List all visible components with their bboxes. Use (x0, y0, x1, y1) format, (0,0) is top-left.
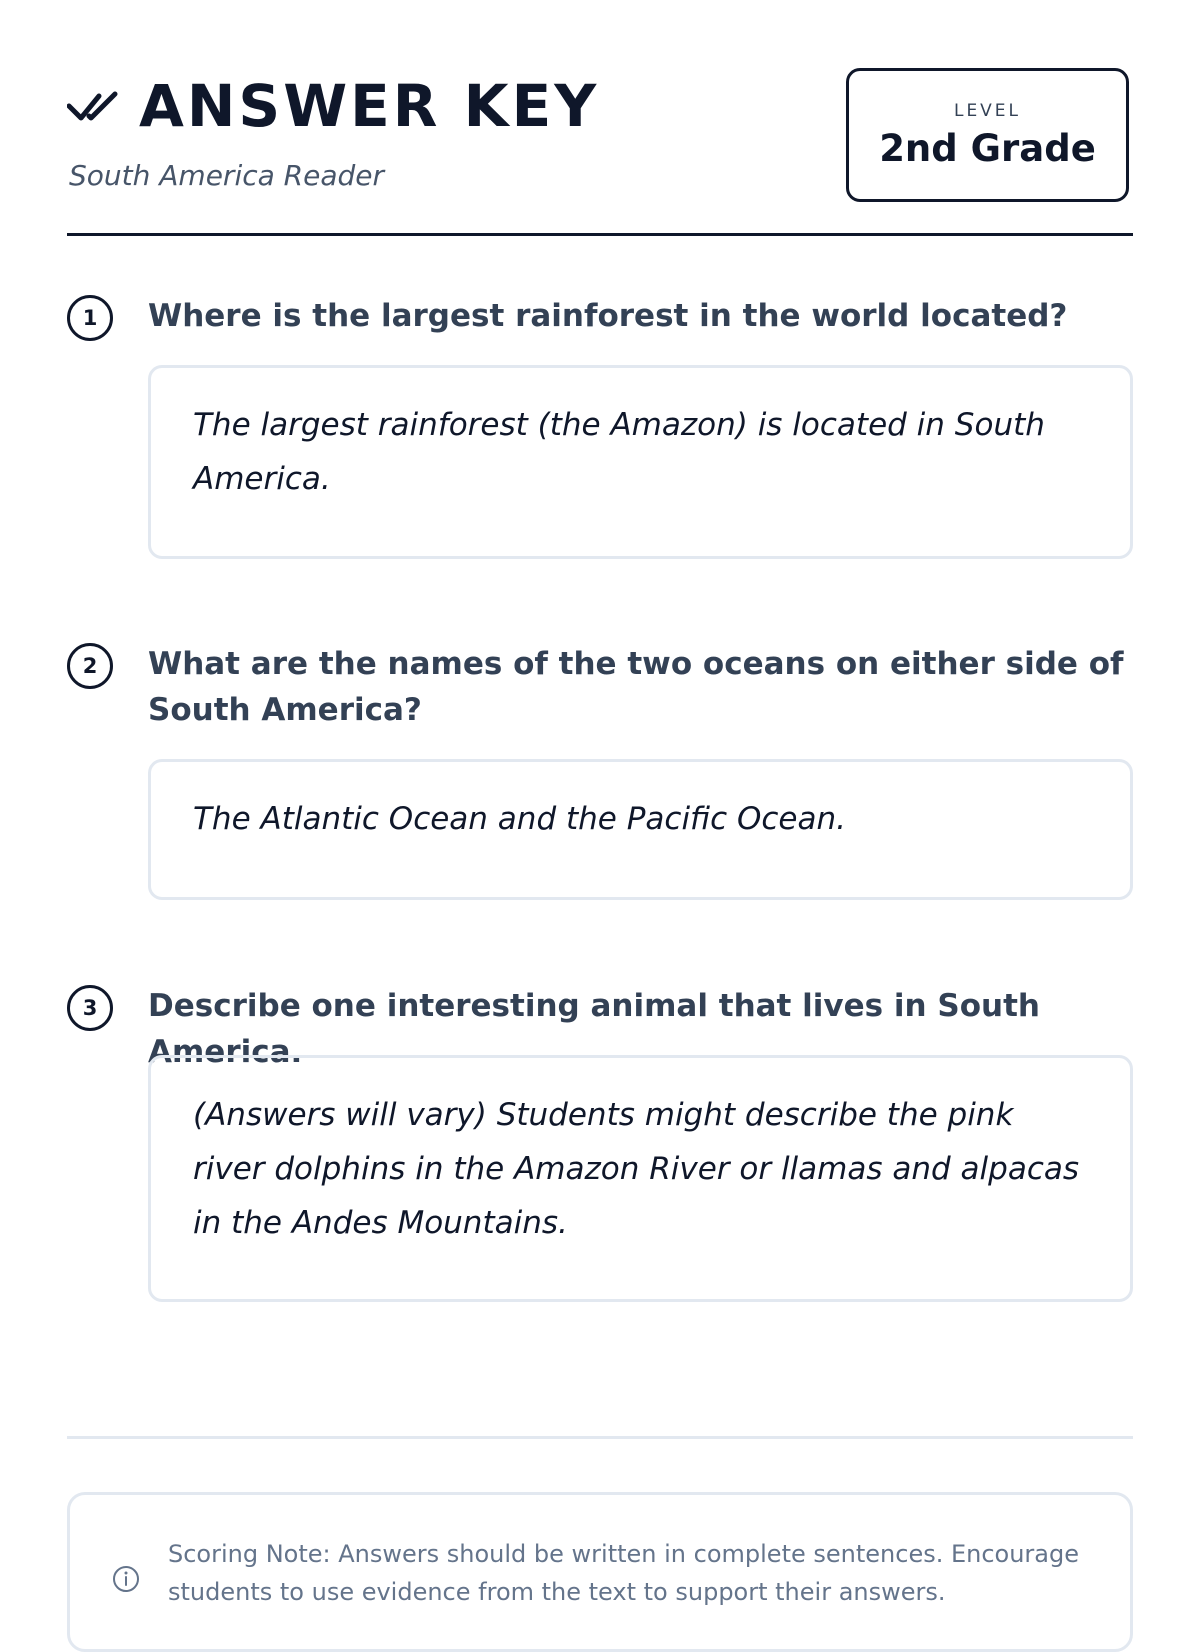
level-value: 2nd Grade (879, 127, 1096, 170)
level-label: LEVEL (953, 101, 1022, 121)
question-number: 1 (67, 295, 113, 341)
question-number: 2 (67, 643, 113, 689)
scoring-note (67, 1492, 1133, 1652)
answer-box: (Answers will vary) Students might describe the pink river dolphins in the Amazon River or llamas and alpacas in the Andes Mountains. (148, 1055, 1133, 1302)
question-text: Where is the largest rainforest in the world located? (148, 298, 1068, 334)
double-check-icon (67, 86, 119, 126)
page-subtitle: South America Reader (69, 159, 385, 192)
footer-divider (67, 1436, 1133, 1439)
question-text: What are the names of the two oceans on either side of South America? (148, 646, 1124, 728)
question-number: 3 (67, 985, 113, 1031)
answer-box: The largest rainforest (the Amazon) is located in South America. (148, 365, 1133, 559)
level-badge (846, 68, 1129, 202)
header-divider (67, 233, 1133, 236)
answer-key-page (67, 0, 1133, 1606)
scoring-note-text: Scoring Note: Answers should be written in complete sentences. Encourage students to use evidence from the text to support their answers. (168, 1540, 1080, 1606)
header (67, 68, 1133, 236)
page-title: ANSWER KEY (139, 72, 600, 140)
title-row (67, 72, 600, 140)
info-icon (112, 1565, 140, 1593)
question-text: Describe one interesting animal that lives in South America. (148, 988, 1040, 1070)
answer-box: The Atlantic Ocean and the Pacific Ocean. (148, 759, 1133, 900)
